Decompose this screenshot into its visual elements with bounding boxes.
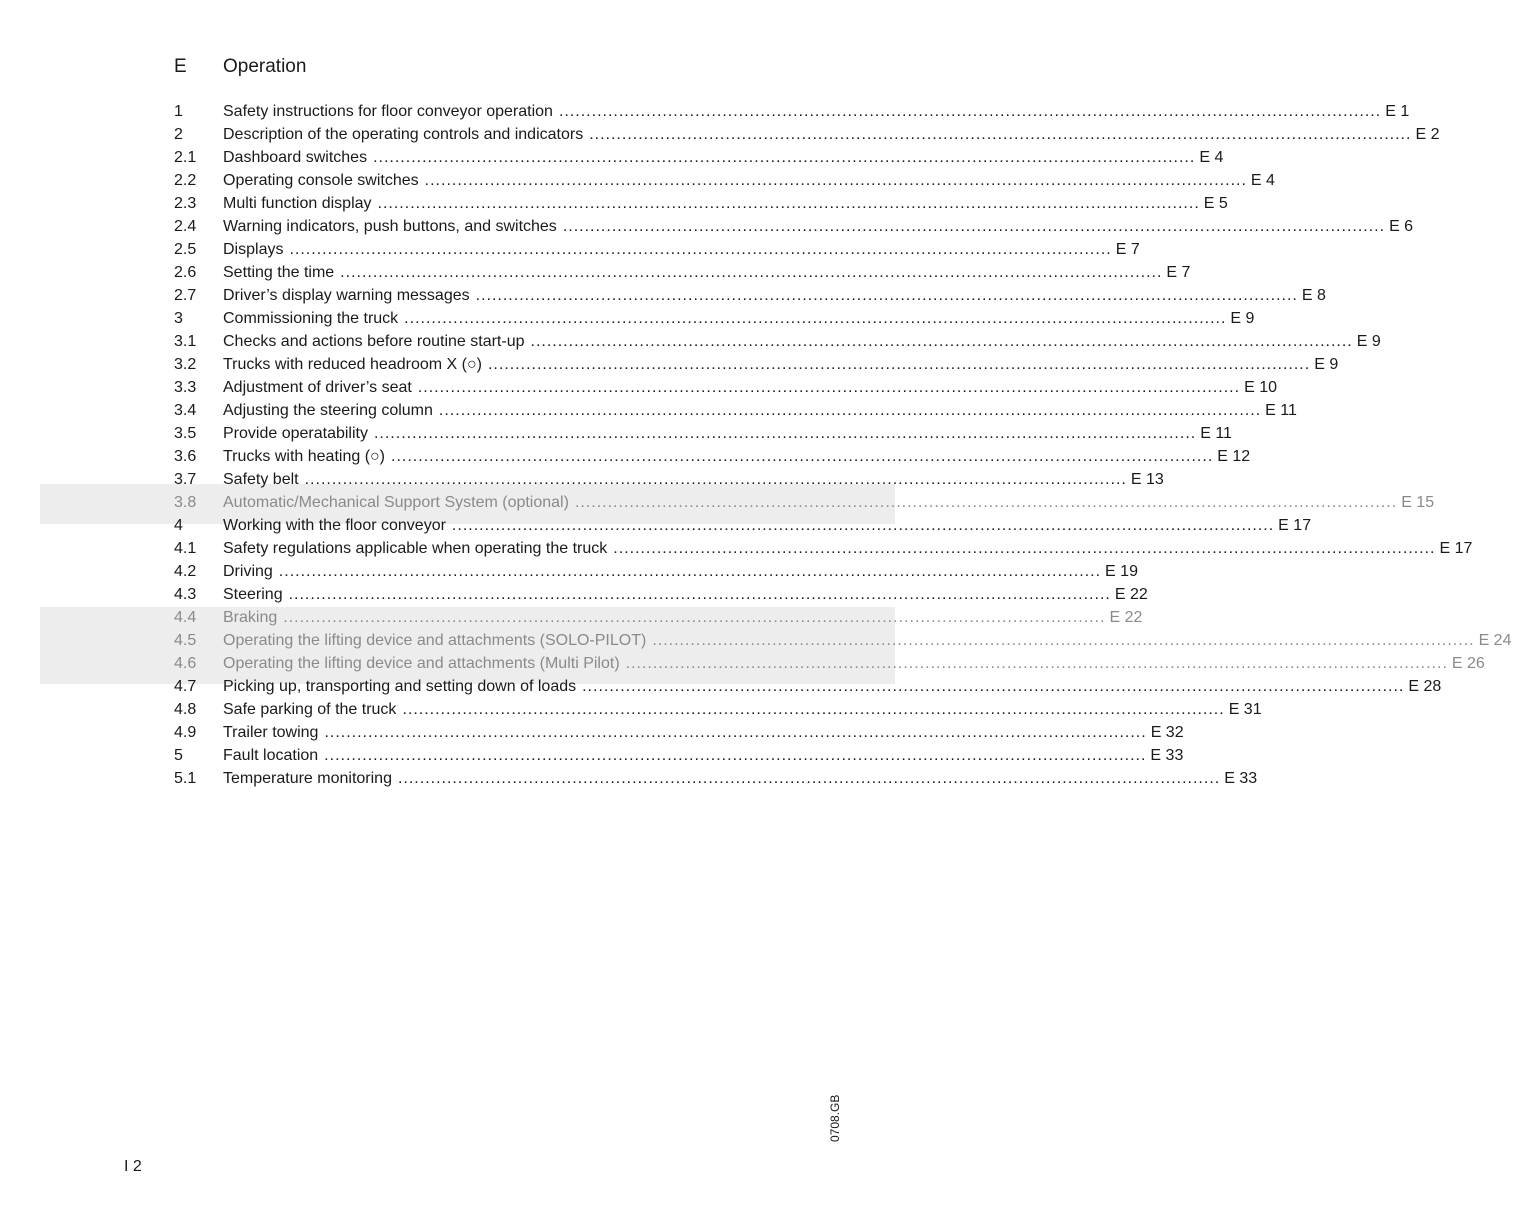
toc-entry-label: Multi function display: [223, 195, 372, 212]
toc-leader-dots: .......................................................................................................................................................: [373, 425, 1197, 442]
toc-leader-dots: .......................................................................................................................................................: [340, 264, 1163, 281]
toc-leader-dots: .......................................................................................................................................................: [487, 356, 1311, 373]
toc-entry-number: 2.3: [174, 195, 197, 212]
toc-entry-page: E 26: [1451, 655, 1485, 672]
toc-leader-dots: .......................................................................................................................................................: [530, 333, 1353, 350]
toc-entry-page: E 7: [1115, 241, 1140, 258]
toc-entry-page: E 17: [1278, 517, 1312, 534]
toc-entry-page: E 28: [1408, 678, 1442, 695]
toc-entry: [174, 767, 1258, 790]
toc-leader-dots: .......................................................................................................................................................: [283, 609, 1106, 626]
toc-entry-page: E 19: [1105, 563, 1138, 580]
toc-entry-page: E 32: [1150, 724, 1184, 741]
toc-entry-number: 4.9: [174, 724, 197, 741]
toc-entry-label: Driver’s display warning messages: [223, 287, 470, 304]
toc-entry-label: Working with the floor conveyor: [223, 517, 446, 534]
toc-entry-page: E 13: [1130, 471, 1164, 488]
toc-entry-number: 2.4: [174, 218, 197, 235]
toc-entry: [174, 721, 1184, 744]
toc-entry-label: Commissioning the truck: [223, 310, 399, 327]
toc-leader-dots: .......................................................................................................................................................: [652, 632, 1475, 649]
toc-entry-label: Steering: [223, 586, 283, 603]
toc-entry-page: E 6: [1389, 218, 1414, 235]
toc-entry-page: E 33: [1150, 747, 1184, 764]
toc-entry: [174, 376, 1277, 399]
toc-entry-number: 2.2: [174, 172, 197, 189]
toc-entry-page: E 4: [1199, 149, 1224, 166]
toc-entry: [174, 445, 1251, 468]
toc-entry-page: E 9: [1230, 310, 1255, 327]
toc-leader-dots: .......................................................................................................................................................: [402, 701, 1225, 718]
toc-entry-page: E 8: [1301, 287, 1326, 304]
toc-entry-number: 3.5: [174, 425, 197, 442]
toc-entry-page: E 7: [1166, 264, 1191, 281]
toc-entry-number: 4.8: [174, 701, 197, 718]
toc-entry-label: Setting the time: [223, 264, 335, 281]
toc-entry-number: 4.4: [174, 609, 197, 626]
toc-entry: [174, 307, 1255, 330]
toc-leader-dots: .......................................................................................................................................................: [558, 103, 1382, 120]
toc-entry-label: Adjusting the steering column: [223, 402, 433, 419]
toc-entry-page: E 12: [1217, 448, 1251, 465]
toc-entry-number: 4.6: [174, 655, 197, 672]
toc-entry-label: Warning indicators, push buttons, and switches: [223, 218, 557, 235]
toc-leader-dots: .......................................................................................................................................................: [288, 586, 1111, 603]
toc-leader-dots: .......................................................................................................................................................: [438, 402, 1262, 419]
toc-entry-label: Automatic/Mechanical Support System (optional): [223, 494, 569, 511]
toc-leader-dots: .......................................................................................................................................................: [417, 379, 1241, 396]
toc-entry-number: 2.6: [174, 264, 197, 281]
toc-entry-page: E 22: [1109, 609, 1143, 626]
toc-entry: [174, 123, 1440, 146]
toc-leader-dots: .......................................................................................................................................................: [589, 126, 1412, 143]
toc-entry: [174, 744, 1184, 767]
toc-entry-number: 3.8: [174, 494, 197, 511]
toc-entry-label: Operating console switches: [223, 172, 419, 189]
toc-leader-dots: .......................................................................................................................................................: [424, 172, 1247, 189]
toc-entry: [174, 192, 1228, 215]
toc-entry-label: Dashboard switches: [223, 149, 368, 166]
toc-entry: [174, 146, 1224, 169]
toc-entry-number: 4.1: [174, 540, 197, 557]
toc-entry-number: 4.7: [174, 678, 197, 695]
toc-entry-number: 1: [174, 103, 183, 120]
toc-entry-number: 2.5: [174, 241, 197, 258]
toc-entry-number: 3.2: [174, 356, 197, 373]
toc-entry-label: Provide operatability: [223, 425, 368, 442]
toc-leader-dots: .......................................................................................................................................................: [451, 517, 1275, 534]
toc-entry-label: Driving: [223, 563, 273, 580]
toc-entry-page: E 24: [1478, 632, 1512, 649]
toc-entry-label: Trucks with reduced headroom X (○): [223, 356, 482, 373]
toc-entry-number: 5.1: [174, 770, 197, 787]
toc-entry-label: Trucks with heating (○): [223, 448, 386, 465]
toc-entry-label: Safety belt: [223, 471, 299, 488]
toc-entry-label: Safety regulations applicable when operating the truck: [223, 540, 608, 557]
document-reference: 0708.GB: [828, 1094, 842, 1142]
page-number: I 2: [124, 1158, 142, 1175]
toc-entry-label: Adjustment of driver’s seat: [223, 379, 412, 396]
toc-entry-page: E 9: [1314, 356, 1339, 373]
toc-leader-dots: .......................................................................................................................................................: [582, 678, 1405, 695]
toc-entry-number: 2: [174, 126, 183, 143]
toc-entry-number: 3: [174, 310, 183, 327]
toc-leader-dots: .......................................................................................................................................................: [404, 310, 1227, 327]
toc-entry-page: E 17: [1439, 540, 1473, 557]
toc-leader-dots: .......................................................................................................................................................: [562, 218, 1386, 235]
toc-leader-dots: .......................................................................................................................................................: [397, 770, 1221, 787]
toc-entry-label: Fault location: [223, 747, 319, 764]
toc-entry-number: 4.2: [174, 563, 197, 580]
toc-leader-dots: .......................................................................................................................................................: [304, 471, 1127, 488]
toc-leader-dots: .......................................................................................................................................................: [613, 540, 1436, 557]
toc-entry: [174, 514, 1312, 537]
toc-leader-dots: .......................................................................................................................................................: [289, 241, 1112, 258]
toc-entry: [174, 468, 1164, 491]
toc-entry-page: E 4: [1250, 172, 1275, 189]
toc-entry: [174, 583, 1148, 606]
toc-leader-dots: .......................................................................................................................................................: [324, 747, 1147, 764]
toc-entry-page: E 33: [1224, 770, 1258, 787]
toc-entry-label: Checks and actions before routine start-up: [223, 333, 525, 350]
toc-entry-number: 5: [174, 747, 183, 764]
toc-entry-number: 4.5: [174, 632, 197, 649]
toc-leader-dots: .......................................................................................................................................................: [373, 149, 1196, 166]
toc-leader-dots: .......................................................................................................................................................: [278, 563, 1102, 580]
toc-entry: [174, 238, 1140, 261]
toc-entry-page: E 10: [1244, 379, 1277, 396]
toc-entry-number: 3.6: [174, 448, 197, 465]
toc-entry-label: Operating the lifting device and attachments (SOLO-PILOT): [223, 632, 647, 649]
toc-entry-page: E 22: [1114, 586, 1148, 603]
toc-entry: [174, 399, 1297, 422]
toc-leader-dots: .......................................................................................................................................................: [475, 287, 1298, 304]
toc-entry-label: Operating the lifting device and attachments (Multi Pilot): [223, 655, 620, 672]
toc-entry: [174, 675, 1442, 698]
toc-entry: [174, 652, 1485, 675]
toc-leader-dots: .......................................................................................................................................................: [391, 448, 1214, 465]
toc-entry-number: 4: [174, 517, 183, 534]
toc-entry-number: 3.7: [174, 471, 197, 488]
toc-entry-page: E 11: [1265, 402, 1297, 419]
toc-entry: [174, 261, 1191, 284]
toc-entry-label: Safe parking of the truck: [223, 701, 397, 718]
toc-entry: [174, 491, 1435, 514]
toc-entry-number: 2.7: [174, 287, 197, 304]
toc-entry-label: Trailer towing: [223, 724, 319, 741]
toc-entry-page: E 11: [1200, 425, 1232, 442]
toc-entry: [174, 629, 1512, 652]
chapter-letter: E: [174, 56, 187, 77]
toc-entry: [174, 215, 1414, 238]
toc-entry-page: E 31: [1228, 701, 1262, 718]
toc-entry-number: 2.1: [174, 149, 197, 166]
toc-entry: [174, 353, 1339, 376]
toc-entry-label: Safety instructions for floor conveyor operation: [223, 103, 553, 120]
toc-leader-dots: .......................................................................................................................................................: [625, 655, 1448, 672]
toc-entry: [174, 560, 1138, 583]
toc-entry-page: E 2: [1415, 126, 1440, 143]
toc-entry-number: 3.4: [174, 402, 197, 419]
chapter-title: Operation: [223, 56, 307, 77]
toc-entry: [174, 537, 1473, 560]
toc-entry-label: Braking: [223, 609, 278, 626]
toc-entry: [174, 698, 1262, 721]
toc-entry-label: Temperature monitoring: [223, 770, 392, 787]
toc-entry-number: 3.3: [174, 379, 197, 396]
toc-leader-dots: .......................................................................................................................................................: [377, 195, 1200, 212]
toc-entry: [174, 284, 1326, 307]
toc-entry-label: Description of the operating controls and indicators: [223, 126, 584, 143]
toc-entry-number: 3.1: [174, 333, 197, 350]
toc-entry: [174, 422, 1232, 445]
toc-leader-dots: .......................................................................................................................................................: [574, 494, 1398, 511]
table-of-contents: [174, 100, 1512, 790]
toc-entry-page: E 1: [1385, 103, 1410, 120]
toc-entry: [174, 100, 1410, 123]
toc-leader-dots: .......................................................................................................................................................: [324, 724, 1147, 741]
toc-entry-page: E 5: [1203, 195, 1228, 212]
toc-entry-page: E 9: [1356, 333, 1381, 350]
toc-entry: [174, 330, 1381, 353]
toc-entry: [174, 169, 1275, 192]
toc-entry-label: Picking up, transporting and setting down of loads: [223, 678, 577, 695]
toc-entry-number: 4.3: [174, 586, 197, 603]
toc-entry-page: E 15: [1401, 494, 1435, 511]
toc-entry-label: Displays: [223, 241, 284, 258]
toc-entry: [174, 606, 1143, 629]
